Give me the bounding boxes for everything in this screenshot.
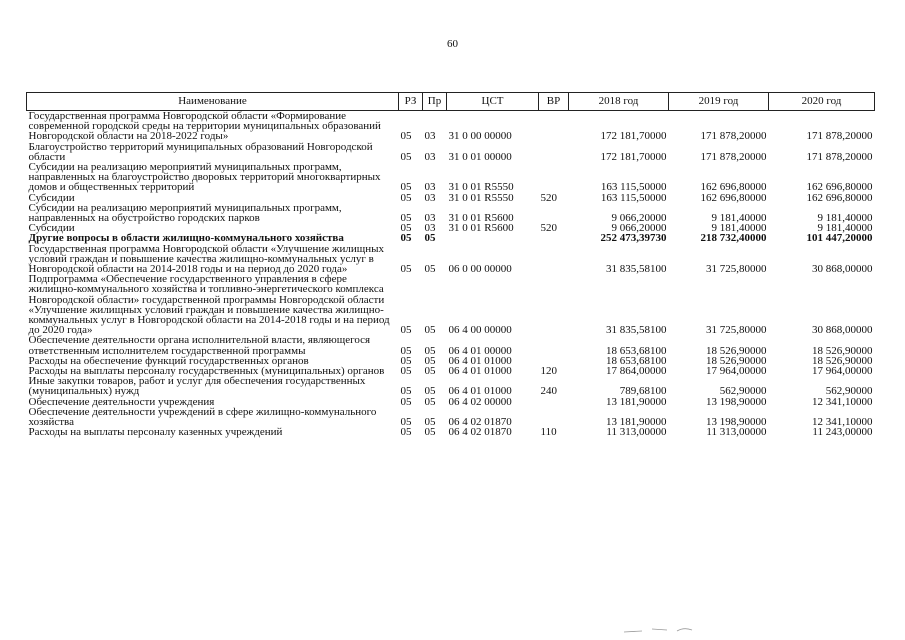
row-2018: 9 066,20000: [611, 212, 667, 224]
row-2018: 163 115,50000: [600, 192, 667, 203]
row-2018: 31 835,58100: [606, 324, 667, 336]
row-2019: 13 198,90000: [706, 396, 767, 407]
table-header-row: [27, 93, 875, 111]
row-name: Другие вопросы в области жилищно-коммунального хозяйства: [28, 232, 344, 245]
row-rz: 05: [400, 355, 412, 367]
row-2018: 172 181,70000: [600, 150, 667, 163]
row-2019: 17 964,00000: [706, 366, 767, 377]
row-vr: 240: [540, 385, 557, 397]
row-cst: 06 4 00 00000: [448, 324, 512, 336]
row-2020: 162 696,80000: [806, 192, 873, 203]
row-name: Государственная программа Новгородской области «Улучшение жилищных условий граждан и повышение качества жилищно-коммунальных услуг в Новгородской области на 2014-2018 годы и на период до 2020 года»: [28, 242, 385, 276]
row-pr: 05: [424, 385, 436, 397]
row-2018: 18 653,68100: [606, 355, 667, 367]
row-cst: 06 4 01 01000: [448, 355, 512, 367]
row-pr: 03: [424, 223, 436, 234]
row-vr: 520: [540, 192, 557, 203]
page-number: 60: [447, 38, 458, 50]
row-2020: 101 447,20000: [806, 233, 873, 244]
col-header-pr: Пр: [423, 93, 447, 111]
table-row: [27, 407, 875, 427]
row-rz: 05: [400, 212, 412, 224]
row-name: Субсидии: [28, 222, 75, 235]
table-row: [27, 335, 875, 355]
row-rz: 05: [400, 366, 412, 377]
row-rz: 05: [400, 181, 412, 193]
row-2020: 12 341,10000: [812, 416, 873, 428]
row-cst: 31 0 01 R5600: [448, 212, 514, 224]
row-name: Расходы на выплаты персоналу казенных учреждений: [28, 426, 283, 439]
row-2018: 11 313,00000: [606, 427, 667, 438]
row-2020: 18 526,90000: [812, 355, 873, 367]
row-2018: 163 115,50000: [600, 181, 667, 193]
table-row: [27, 203, 875, 223]
row-name: Субсидии на реализацию мероприятий муниципальных программ, направленных на обустройство городских парков: [28, 201, 342, 225]
row-2018: 252 473,39730: [600, 233, 667, 244]
row-2019: 11 313,00000: [706, 427, 767, 438]
row-2019: 13 198,90000: [706, 416, 767, 428]
row-rz: 05: [400, 416, 412, 428]
row-vr: [539, 203, 569, 223]
row-pr: 05: [424, 427, 436, 438]
table-row: [27, 427, 875, 437]
row-pr: 05: [424, 263, 436, 275]
row-2020: 171 878,20000: [806, 130, 873, 142]
row-vr: [539, 397, 569, 407]
row-pr: 03: [424, 181, 436, 193]
row-vr: 120: [540, 366, 557, 377]
table-row: [27, 162, 875, 193]
row-cst: [447, 233, 539, 243]
row-vr: [539, 407, 569, 427]
row-2020: 171 878,20000: [806, 150, 873, 163]
row-2020: 17 964,00000: [812, 366, 873, 377]
table-row: [27, 111, 875, 142]
row-vr: 520: [540, 223, 557, 234]
row-cst: 31 0 01 R5600: [448, 223, 514, 234]
row-2019: 31 725,80000: [706, 263, 767, 275]
row-cst: 31 0 01 R5550: [448, 192, 514, 203]
row-pr: 05: [424, 344, 436, 356]
row-vr: [539, 335, 569, 355]
col-header-2019: 2019 год: [669, 93, 769, 111]
row-vr: 110: [540, 427, 557, 438]
row-rz: 05: [400, 223, 412, 234]
row-rz: 05: [400, 192, 412, 203]
row-2018: 13 181,90000: [606, 396, 667, 407]
row-pr: 05: [424, 366, 436, 377]
row-2019: 171 878,20000: [700, 130, 767, 142]
row-cst: 06 4 02 00000: [448, 396, 512, 407]
row-name: Благоустройство территорий муниципальных образований Новгородской области: [28, 140, 373, 163]
row-vr: [539, 162, 569, 193]
row-2018: 789,68100: [619, 385, 667, 397]
row-pr: 05: [424, 233, 436, 244]
row-2020: 9 181,40000: [817, 212, 873, 224]
col-header-vr: ВР: [539, 93, 569, 111]
row-2019: 162 696,80000: [700, 192, 767, 203]
row-2018: 17 864,00000: [606, 366, 667, 377]
table-row: [27, 244, 875, 275]
row-name: Расходы на выплаты персоналу государственных (муниципальных) органов: [28, 365, 385, 378]
col-header-cst: ЦСТ: [447, 93, 539, 111]
row-2019: 218 732,40000: [700, 233, 767, 244]
row-name: Подпрограмма «Обеспечение государственного управления в сфере жилищно-коммунального хозяйства и топливно-энергетического комплекса Новгородской области» государственной программы Новгородской области «Улучшение жилищных условий граждан и повышение качества жилищно-коммунальных услуг в Новгородской области на 2014-2018 годы и на период до 2020 года»: [28, 273, 390, 337]
scan-mark: [622, 626, 702, 634]
row-cst: 06 4 02 01870: [448, 427, 512, 438]
row-2019: 9 181,40000: [711, 223, 767, 234]
row-cst: 31 0 00 00000: [448, 130, 512, 142]
row-2020: 162 696,80000: [806, 181, 873, 193]
row-2018: 13 181,90000: [606, 416, 667, 428]
row-2019: 18 526,90000: [706, 344, 767, 356]
row-rz: 05: [400, 396, 412, 407]
row-2019: 171 878,20000: [700, 150, 767, 163]
row-2019: 9 181,40000: [711, 212, 767, 224]
row-2018: 18 653,68100: [606, 344, 667, 356]
row-rz: 05: [400, 263, 412, 275]
col-header-rz: РЗ: [399, 93, 423, 111]
row-vr: [539, 233, 569, 243]
row-rz: 05: [400, 427, 412, 438]
row-name: Обеспечение деятельности учреждений в сфере жилищно-коммунального хозяйства: [28, 405, 377, 429]
row-cst: 06 4 02 01870: [448, 416, 512, 428]
row-rz: 05: [400, 130, 412, 142]
row-pr: 05: [424, 324, 436, 336]
row-pr: 03: [424, 212, 436, 224]
row-pr: 03: [424, 130, 436, 142]
row-name: Иные закупки товаров, работ и услуг для обеспечения государственных (муниципальных) нужд: [28, 375, 366, 398]
row-2018: 9 066,20000: [611, 223, 667, 234]
row-name: Обеспечение деятельности органа исполнительной власти, являющегося ответственным исполнителем государственной программы: [28, 334, 371, 357]
row-vr: [539, 111, 569, 142]
row-2020: 18 526,90000: [812, 344, 873, 356]
row-rz: 05: [400, 385, 412, 397]
row-vr: [539, 244, 569, 275]
row-2019: 18 526,90000: [706, 355, 767, 367]
table-row: [27, 142, 875, 162]
row-2020: 12 341,10000: [812, 396, 873, 407]
row-rz: 05: [400, 233, 412, 244]
row-2018: 31 835,58100: [606, 263, 667, 275]
row-name: Субсидии на реализацию мероприятий муниципальных программ, направленных на благоустройство дворовых территорий многоквартирных домов и общественных территорий: [28, 161, 381, 194]
col-header-2018: 2018 год: [569, 93, 669, 111]
row-pr: 03: [424, 192, 436, 203]
row-name: Субсидии: [28, 191, 75, 204]
row-rz: 05: [400, 344, 412, 356]
row-2019: 31 725,80000: [706, 324, 767, 336]
row-cst: 31 0 01 00000: [448, 150, 512, 163]
row-2019: 562,90000: [719, 385, 767, 397]
row-2019: 162 696,80000: [700, 181, 767, 193]
row-2020: 11 243,00000: [812, 427, 873, 438]
row-2020: 30 868,00000: [812, 324, 873, 336]
col-header-name: Наименование: [27, 93, 399, 111]
row-pr: 05: [424, 416, 436, 428]
row-pr: 05: [424, 355, 436, 367]
row-pr: 03: [424, 150, 436, 163]
row-name: Обеспечение деятельности учреждения: [28, 395, 215, 408]
col-header-2020: 2020 год: [769, 93, 875, 111]
table-row: [27, 376, 875, 396]
row-2020: 562,90000: [825, 385, 873, 397]
row-pr: 05: [424, 396, 436, 407]
row-name: Государственная программа Новгородской области «Формирование современной городской среды на территории муниципальных образований Новгородской области на 2018-2022 годы»: [28, 110, 381, 143]
table-row: [27, 274, 875, 335]
row-cst: 06 0 00 00000: [448, 263, 512, 275]
row-cst: 06 4 01 00000: [448, 344, 512, 356]
row-vr: [539, 356, 569, 366]
row-cst: 31 0 01 R5550: [448, 181, 514, 193]
row-rz: 05: [400, 150, 412, 163]
row-cst: 06 4 01 01000: [448, 366, 512, 377]
row-cst: 06 4 01 01000: [448, 385, 512, 397]
row-name: Расходы на обеспечение функций государственных органов: [28, 354, 309, 367]
row-2020: 9 181,40000: [817, 223, 873, 234]
budget-table: [26, 92, 875, 438]
row-2020: 30 868,00000: [812, 263, 873, 275]
row-2018: 172 181,70000: [600, 130, 667, 142]
row-rz: 05: [400, 324, 412, 336]
row-vr: [539, 274, 569, 335]
row-vr: [539, 142, 569, 162]
